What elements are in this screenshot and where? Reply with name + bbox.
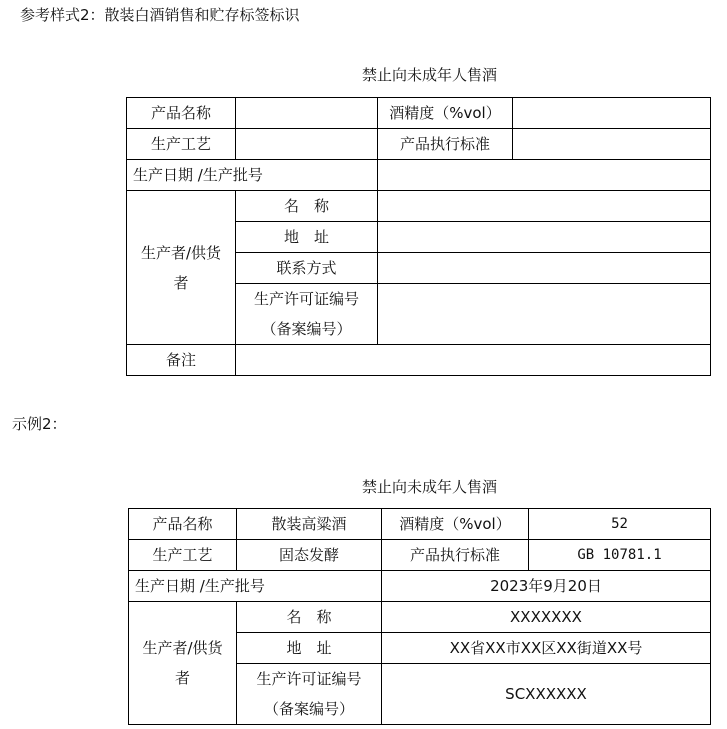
standard-label: 产品执行标准 (378, 129, 513, 160)
process-label: 生产工艺 (127, 129, 236, 160)
standard-value: GB 10781.1 (529, 540, 711, 571)
example-label-table (128, 508, 711, 725)
example-label: 示例2： (12, 415, 67, 433)
abv-label: 酒精度（%vol） (378, 98, 513, 129)
license-label-line2: （备案编号） (261, 320, 352, 338)
producer-label (127, 191, 236, 345)
license-value: SCXXXXXX (382, 664, 711, 725)
license-label-line1: 生产许可证编号 (253, 290, 359, 308)
process-value: 固态发酵 (237, 540, 382, 571)
product-name-value (236, 98, 378, 129)
date-value (378, 160, 711, 191)
template-label-table (126, 97, 711, 376)
example-heading: 禁止向未成年人售酒 (362, 478, 498, 496)
date-label: 生产日期 /生产批号 (127, 160, 378, 191)
license-value (378, 284, 711, 345)
remark-value (236, 345, 711, 376)
process-label: 生产工艺 (129, 540, 237, 571)
contact-label: 联系方式 (236, 253, 378, 284)
product-name-value: 散装高粱酒 (237, 509, 382, 540)
remark-label: 备注 (127, 345, 236, 376)
contact-value (378, 253, 711, 284)
product-name-label: 产品名称 (127, 98, 236, 129)
process-value (236, 129, 378, 160)
name-label: 名 称 (237, 602, 382, 633)
standard-value (513, 129, 711, 160)
license-label (237, 664, 382, 725)
product-name-label: 产品名称 (129, 509, 237, 540)
address-label: 地 址 (237, 633, 382, 664)
abv-label: 酒精度（%vol） (382, 509, 529, 540)
producer-label-line1: 生产者/供货 (140, 243, 222, 262)
date-label: 生产日期 /生产批号 (129, 571, 382, 602)
abv-value: 52 (529, 509, 711, 540)
date-value: 2023年9月20日 (382, 571, 711, 602)
address-value: XX省XX市XX区XX街道XX号 (382, 633, 711, 664)
producer-label-line1: 生产者/供货 (142, 639, 223, 657)
name-value: XXXXXXX (382, 602, 711, 633)
license-label-line1: 生产许可证编号 (256, 670, 362, 688)
license-label (236, 284, 378, 345)
address-value (378, 222, 711, 253)
producer-label-line2: 者 (174, 669, 190, 687)
name-value (378, 191, 711, 222)
producer-label-line2: 者 (173, 273, 189, 292)
template-heading: 禁止向未成年人售酒 (362, 66, 498, 84)
license-label-line2: （备案编号） (263, 700, 354, 718)
name-label: 名 称 (236, 191, 378, 222)
producer-label (129, 602, 237, 725)
intro-text: 参考样式2：散装白酒销售和贮存标签标识 (20, 6, 300, 24)
address-label: 地 址 (236, 222, 378, 253)
standard-label: 产品执行标准 (382, 540, 529, 571)
abv-value (513, 98, 711, 129)
